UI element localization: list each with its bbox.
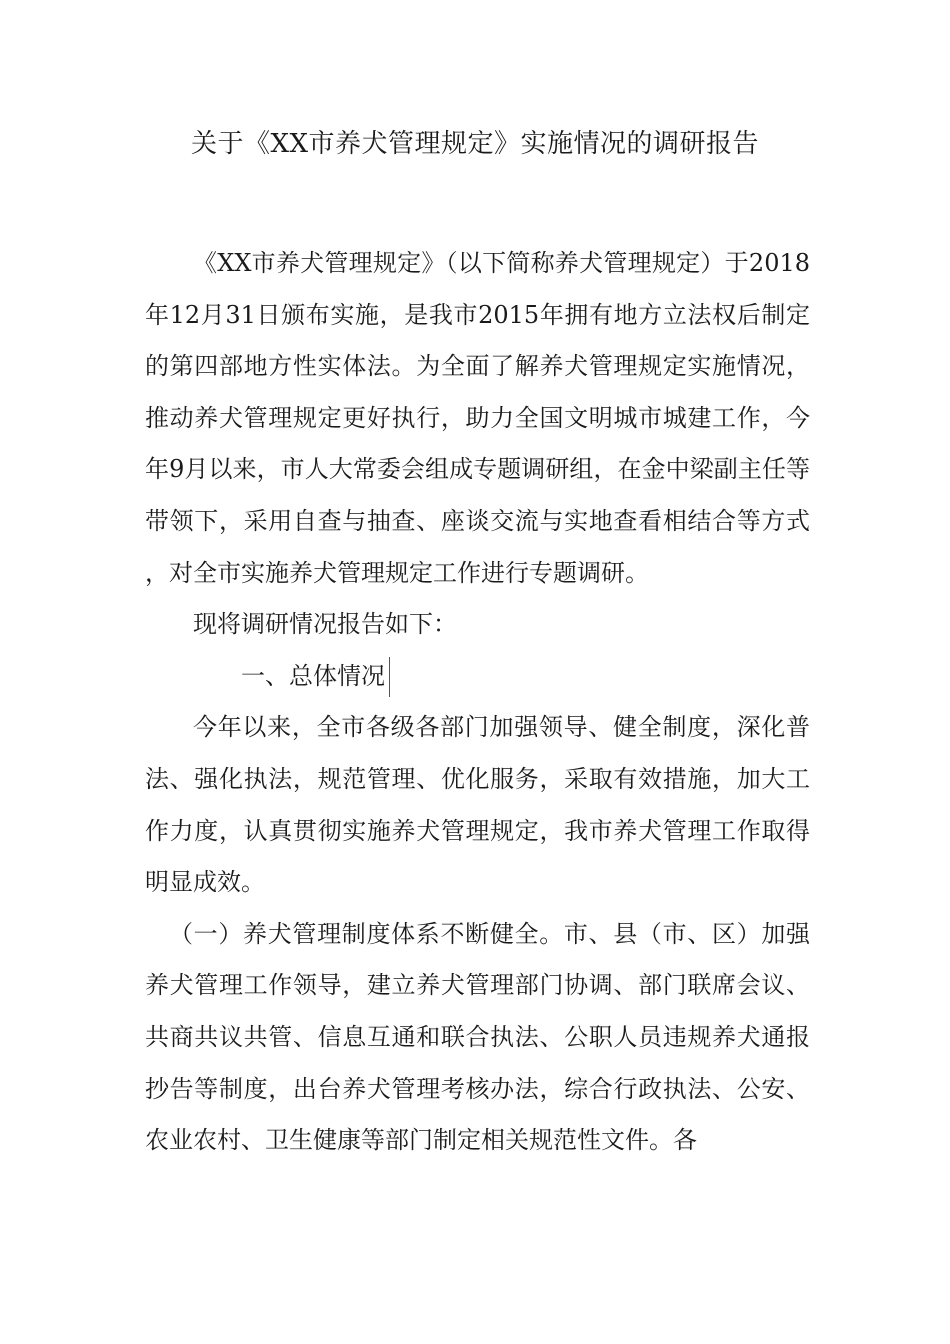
section-heading-text: 一、总体情况 [241, 661, 385, 690]
document-body [145, 238, 810, 1167]
paragraph-overview: 今年以来，全市各级各部门加强领导、健全制度，深化普法、强化执法，规范管理、优化服务，采取有效措施，加大工作力度，认真贯彻实施养犬管理规定，我市养犬管理工作取得明显成效。 [145, 713, 810, 897]
paragraph-subsection-1: （一）养犬管理制度体系不断健全。市、县（市、区）加强养犬管理工作领导，建立养犬管理部门协调、部门联席会议、共商共议共管、信息互通和联合执法、公职人员违规养犬通报抄告等制度，出台养犬管理考核办法，综合行政执法、公安、农业农村、卫生健康等部门制定相关规范性文件。各 [145, 919, 810, 1155]
paragraph-intro: 《XX市养犬管理规定》（以下简称养犬管理规定）于2018年12月31日颁布实施，是我市2015年拥有地方立法权后制定的第四部地方性实体法。为全面了解养犬管理规定实施情况，推动养犬管理规定更好执行，助力全国文明城市城建工作，今年9月以来，市人大常委会组成专题调研组，在金中梁副主任等带领下，采用自查与抽查、座谈交流与实地查看相结合等方式，对全市实施养犬管理规定工作进行专题调研。 [145, 249, 810, 587]
paragraph-report-intro: 现将调研情况报告如下： [193, 610, 457, 639]
section-heading-text-wrap[interactable] [193, 651, 385, 703]
text-cursor [389, 657, 390, 697]
document-title: 关于《XX市养犬管理规定》实施情况的调研报告 [190, 129, 760, 159]
section-heading-overall[interactable] [145, 651, 810, 703]
